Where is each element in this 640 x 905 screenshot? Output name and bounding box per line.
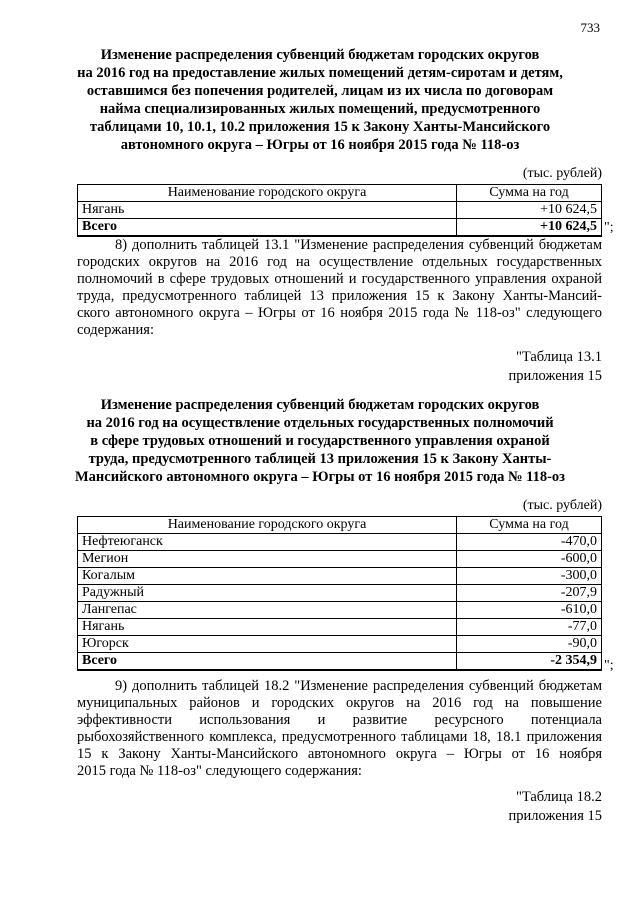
section2-title [60, 396, 580, 486]
row-name: Нягань [78, 202, 457, 219]
title-line: в сфере трудовых отношений и государственного управления охраной [90, 433, 550, 449]
title-line: труда, предусмотренного таблицей 13 приложения 15 к Закону Ханты- [88, 451, 552, 467]
table-header-row [78, 185, 602, 202]
paragraph-9 [77, 678, 602, 780]
row-value: -207,9 [457, 585, 602, 602]
row-value: -600,0 [457, 551, 602, 568]
title-line: таблицами 10, 10.1, 10.2 приложения 15 к Закону Ханты-Мансийского [89, 119, 551, 135]
row-value: -90,0 [457, 636, 602, 653]
table-row [78, 534, 602, 551]
table-closing-quote: "; [604, 658, 614, 673]
title-line: Мансийского автономного округа – Югры от 16 ноября 2015 года № 118-оз [74, 469, 565, 485]
table-reference-18-2 [470, 788, 602, 826]
title-line: на 2016 год на предоставление жилых помещений детям-сиротам и детям, [77, 65, 563, 81]
table-row [78, 602, 602, 619]
paragraph-line: 15 к Закону Ханты-Мансийского автономного округа – Югры от 16 ноября [77, 746, 602, 762]
units-label: (тыс. рублей) [522, 166, 602, 181]
row-name: Югорск [78, 636, 457, 653]
total-name: Всего [78, 653, 457, 671]
table-row [78, 551, 602, 568]
paragraph-line: муниципальных районов и городских округов на 2016 год на повышение [77, 695, 602, 711]
table-ref-line: приложения 15 [508, 368, 602, 384]
table-reference-13-1 [470, 348, 602, 386]
table-header-row [78, 517, 602, 534]
units-label: (тыс. рублей) [522, 498, 602, 513]
paragraph-8 [77, 237, 602, 339]
table-total-row [78, 219, 602, 237]
row-name: Когалым [78, 568, 457, 585]
title-line: Изменение распределения субвенций бюджетам городских округов [100, 397, 540, 413]
table-section1 [77, 184, 602, 237]
table-row [78, 636, 602, 653]
table-row [78, 585, 602, 602]
row-name: Нягань [78, 619, 457, 636]
paragraph-line: содержания: [77, 322, 155, 338]
paragraph-line: эффективности использования и развитие ресурсного потенциала [77, 712, 602, 728]
title-line: автономного округа – Югры от 16 ноября 2015 года № 118-оз [120, 137, 520, 153]
title-line: Изменение распределения субвенций бюджетам городских округов [100, 47, 540, 63]
table-row [78, 568, 602, 585]
paragraph-line: полномочий в сфере трудовых отношений и государственного управления охраной [77, 271, 602, 287]
paragraph-line: труда, предусмотренного таблицей 13 приложения 15 к Закону Ханты-Мансий- [77, 288, 602, 304]
header-name: Наименование городского округа [78, 185, 457, 202]
header-name: Наименование городского округа [78, 517, 457, 534]
paragraph-line: ского автономного округа – Югры от 16 ноября 2015 года № 118-оз" следующего [77, 305, 602, 321]
title-line: найма специализированных жилых помещений, предусмотренного [99, 101, 541, 117]
page-number: 733 [580, 20, 600, 35]
header-sum: Сумма на год [457, 517, 602, 534]
table-row [78, 202, 602, 219]
total-value: +10 624,5 [457, 219, 602, 237]
table-row [78, 619, 602, 636]
paragraph-line: 2015 года № 118-оз" следующего содержания: [77, 763, 362, 779]
paragraph-line: 9) дополнить таблицей 18.2 "Изменение распределения субвенций бюджетам [115, 678, 602, 694]
row-value: -300,0 [457, 568, 602, 585]
paragraph-line: городских округов на 2016 год на осуществление отдельных государственных [77, 254, 602, 270]
row-value: +10 624,5 [457, 202, 602, 219]
table-ref-line: приложения 15 [508, 808, 602, 824]
title-line: оставшимся без попечения родителей, лицам из их числа по договорам [86, 83, 554, 99]
row-value: -77,0 [457, 619, 602, 636]
table-ref-line: "Таблица 13.1 [515, 349, 602, 365]
paragraph-line: 8) дополнить таблицей 13.1 "Изменение распределения субвенций бюджетам [115, 237, 602, 253]
row-name: Радужный [78, 585, 457, 602]
section1-title [60, 46, 580, 154]
table-total-row [78, 653, 602, 671]
row-value: -610,0 [457, 602, 602, 619]
table-section2 [77, 516, 602, 671]
table-ref-line: "Таблица 18.2 [515, 789, 602, 805]
row-name: Лангепас [78, 602, 457, 619]
row-value: -470,0 [457, 534, 602, 551]
table-closing-quote: "; [604, 220, 614, 235]
paragraph-line: рыбохозяйственного комплекса, предусмотренного таблицами 18, 18.1 приложения [77, 729, 602, 745]
total-name: Всего [78, 219, 457, 237]
total-value: -2 354,9 [457, 653, 602, 671]
title-line: на 2016 год на осуществление отдельных государственных полномочий [86, 415, 554, 431]
header-sum: Сумма на год [457, 185, 602, 202]
row-name: Мегион [78, 551, 457, 568]
row-name: Нефтеюганск [78, 534, 457, 551]
